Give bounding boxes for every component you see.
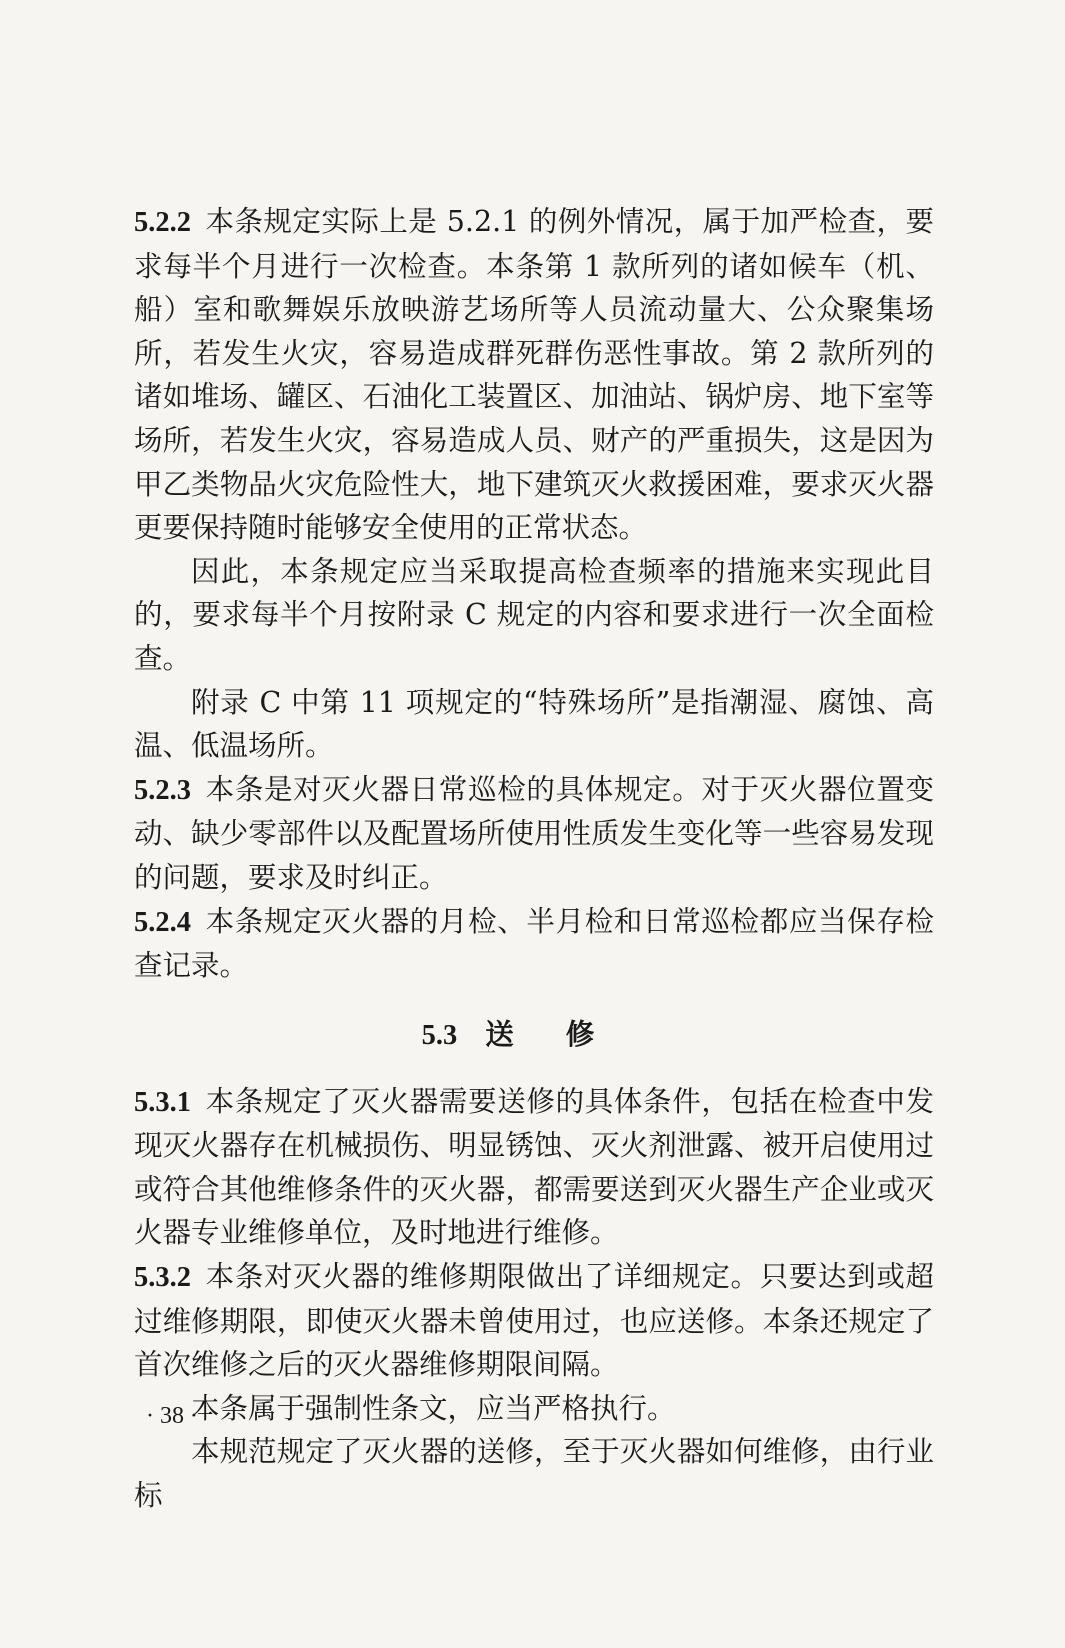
page-number: · 38 · [146, 1403, 198, 1429]
clause-text: 本条规定灭火器的月检、半月检和日常巡检都应当保存检查记录。 [134, 904, 934, 983]
clause-5-3-2 [134, 1255, 934, 1387]
paragraph-text: 附录 C 中第 11 项规定的“特殊场所”是指潮湿、腐蚀、高温、低温场所。 [134, 685, 934, 763]
clause-5-3-1 [134, 1080, 934, 1255]
paragraph-appendix-c [134, 681, 934, 768]
clause-text: 本条规定实际上是 5.2.1 的例外情况，属于加严检查，要求每半个月进行一次检查。本条第 1 款所列的诸如候车（机、船）室和歌舞娱乐放映游艺场所等人员流动量大、公众聚集场所，若发生火灾，容易造成群死群伤恶性事故。第 2 款所列的诸如堆场、罐区、石油化工装置区、加油站、锅炉房、地下室等场所，若发生火灾，容易造成人员、财产的严重损失，这是因为甲乙类物品火灾危险性大，地下建筑灭火救援困难，要求灭火器更要保持随时能够安全使用的正常状态。 [134, 205, 934, 545]
section-heading [134, 1012, 934, 1058]
clause-text: 本条对灭火器的维修期限做出了详细规定。只要达到或超过维修期限，即使灭火器未曾使用过，也应送修。本条还规定了首次维修之后的灭火器维修期限间隔。 [134, 1260, 934, 1382]
clause-number: 5.2.2 [134, 207, 191, 238]
clause-number: 5.2.4 [134, 906, 191, 938]
clause-number: 5.3.2 [134, 1262, 191, 1294]
page-content [134, 200, 934, 1518]
paragraph-text: 本条属于强制性条文，应当严格执行。 [191, 1391, 676, 1425]
clause-5-2-3 [134, 768, 934, 900]
paragraph-mandatory [134, 1387, 934, 1431]
paragraph-text: 本规范规定了灭火器的送修，至于灭火器如何维修，由行业标 [134, 1435, 934, 1513]
clause-text: 本条规定了灭火器需要送修的具体条件，包括在检查中发现灭火器存在机械损伤、明显锈蚀、灭火剂泄露、被开启使用过或符合其他维修条件的灭火器，都需要送到灭火器生产企业或灭火器专业维修单位，及时地进行维修。 [134, 1084, 934, 1250]
section-title: 送修 [485, 1016, 647, 1051]
clause-number: 5.3.1 [134, 1086, 191, 1118]
clause-5-2-2 [134, 200, 934, 550]
paragraph-therefore [134, 550, 934, 681]
paragraph-repair-note [134, 1430, 934, 1517]
paragraph-text: 因此，本条规定应当采取提高检查频率的措施来实现此目的，要求每半个月按附录 C 规定的内容和要求进行一次全面检查。 [134, 554, 934, 675]
section-number: 5.3 [421, 1019, 458, 1051]
clause-text: 本条是对灭火器日常巡检的具体规定。对于灭火器位置变动、缺少零部件以及配置场所使用性质发生变化等一些容易发现的问题，要求及时纠正。 [134, 772, 934, 894]
clause-5-2-4 [134, 900, 934, 988]
clause-number: 5.2.3 [134, 774, 191, 806]
